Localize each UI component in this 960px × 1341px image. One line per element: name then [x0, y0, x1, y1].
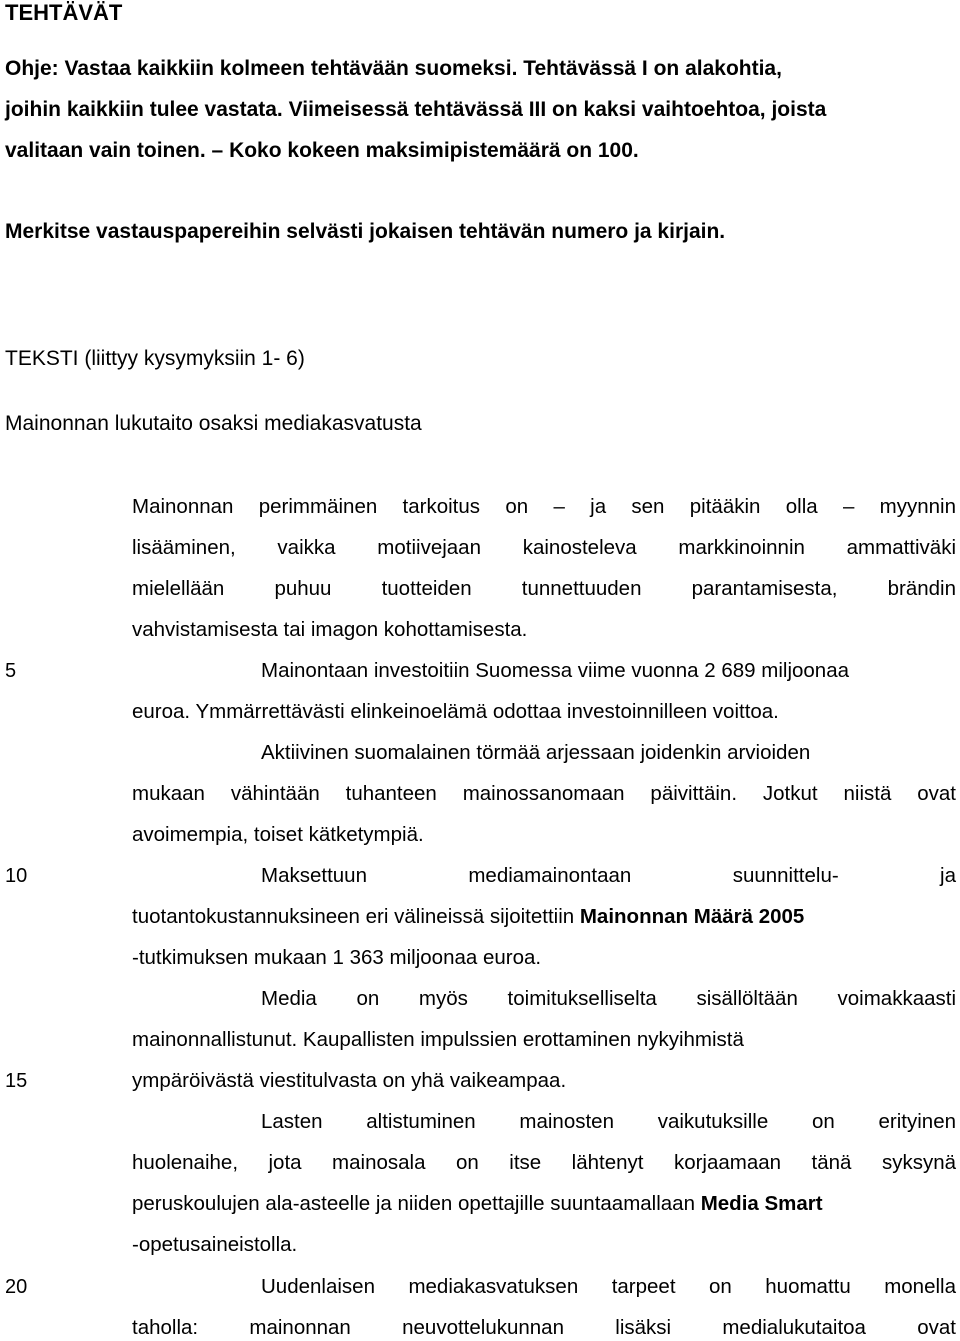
line-number: 15	[5, 1070, 28, 1092]
text-line: lisääminen, vaikka motiivejaan kainosteleva markkinoinnin ammattiväki	[132, 536, 956, 559]
text-line: taholla: mainonnan neuvottelukunnan lisäksi medialukutaitoa ovat	[132, 1316, 956, 1339]
instruction-marking: Merkitse vastauspapereihin selvästi jokaisen tehtävän numero ja kirjain.	[5, 220, 726, 243]
line-number: 5	[5, 660, 17, 682]
text-line: Uudenlaisen mediakasvatuksen tarpeet on huomattu monella	[261, 1275, 956, 1298]
line-number: 10	[5, 865, 28, 887]
text-line: Aktiivinen suomalainen törmää arjessaan joidenkin arvioiden	[261, 741, 811, 764]
text-segment: tuotantokustannuksineen eri välineissä sijoitettiin	[132, 905, 580, 928]
page-heading: TEHTÄVÄT	[5, 0, 123, 25]
text-line: ympäröivästä viestitulvasta on yhä vaikeampaa.	[132, 1069, 567, 1092]
text-line: avoimempia, toiset kätketympiä.	[132, 823, 424, 846]
text-line: mukaan vähintään tuhanteen mainossanomaan päivittäin. Jotkut niistä ovat	[132, 782, 956, 805]
text-line: mielellään puhuu tuotteiden tunnettuuden parantamisesta, brändin	[132, 577, 956, 600]
text-line: Lasten altistuminen mainosten vaikutuksille on erityinen	[261, 1110, 956, 1133]
text-segment: peruskoulujen ala-asteelle ja niiden opettajille suuntaamallaan	[132, 1192, 701, 1215]
text-line	[132, 904, 804, 930]
material-name: Media Smart	[700, 1192, 823, 1215]
line-number: 20	[5, 1276, 28, 1298]
text-line: huolenaihe, jota mainosala on itse lähtenyt korjaamaan tänä syksynä	[132, 1151, 956, 1174]
text-line: -tutkimuksen mukaan 1 363 miljoonaa euroa.	[132, 946, 542, 969]
text-line: mainonnallistunut. Kaupallisten impulssien erottaminen nykyihmistä	[132, 1028, 744, 1051]
text-line: -opetusaineistolla.	[132, 1233, 298, 1256]
text-line: Maksettuun mediamainontaan suunnittelu- ja	[261, 864, 956, 887]
text-heading: TEKSTI (liittyy kysymyksiin 1- 6)	[5, 347, 305, 370]
text-line: Mainonnan perimmäinen tarkoitus on – ja sen pitääkin olla – myynnin	[132, 495, 956, 518]
text-line: Media on myös toimitukselliselta sisällöltään voimakkaasti	[261, 987, 956, 1010]
survey-name: Mainonnan Määrä 2005	[579, 905, 805, 928]
instruction-line-3: valitaan vain toinen. – Koko kokeen maksimipistemäärä on 100.	[5, 139, 639, 162]
text-line: Mainontaan investoitiin Suomessa viime vuonna 2 689 miljoonaa	[261, 659, 850, 682]
article-title: Mainonnan lukutaito osaksi mediakasvatusta	[5, 412, 422, 435]
instruction-line-2: joihin kaikkiin tulee vastata. Viimeisessä tehtävässä III on kaksi vaihtoehtoa, joista	[5, 98, 827, 121]
text-line: euroa. Ymmärrettävästi elinkeinoelämä odottaa investoinnilleen voittoa.	[132, 700, 779, 723]
text-line: vahvistamisesta tai imagon kohottamisesta.	[132, 618, 528, 641]
instruction-line-1: Ohje: Vastaa kaikkiin kolmeen tehtävään suomeksi. Tehtävässä I on alakohtia,	[5, 57, 782, 80]
text-line	[132, 1191, 823, 1217]
